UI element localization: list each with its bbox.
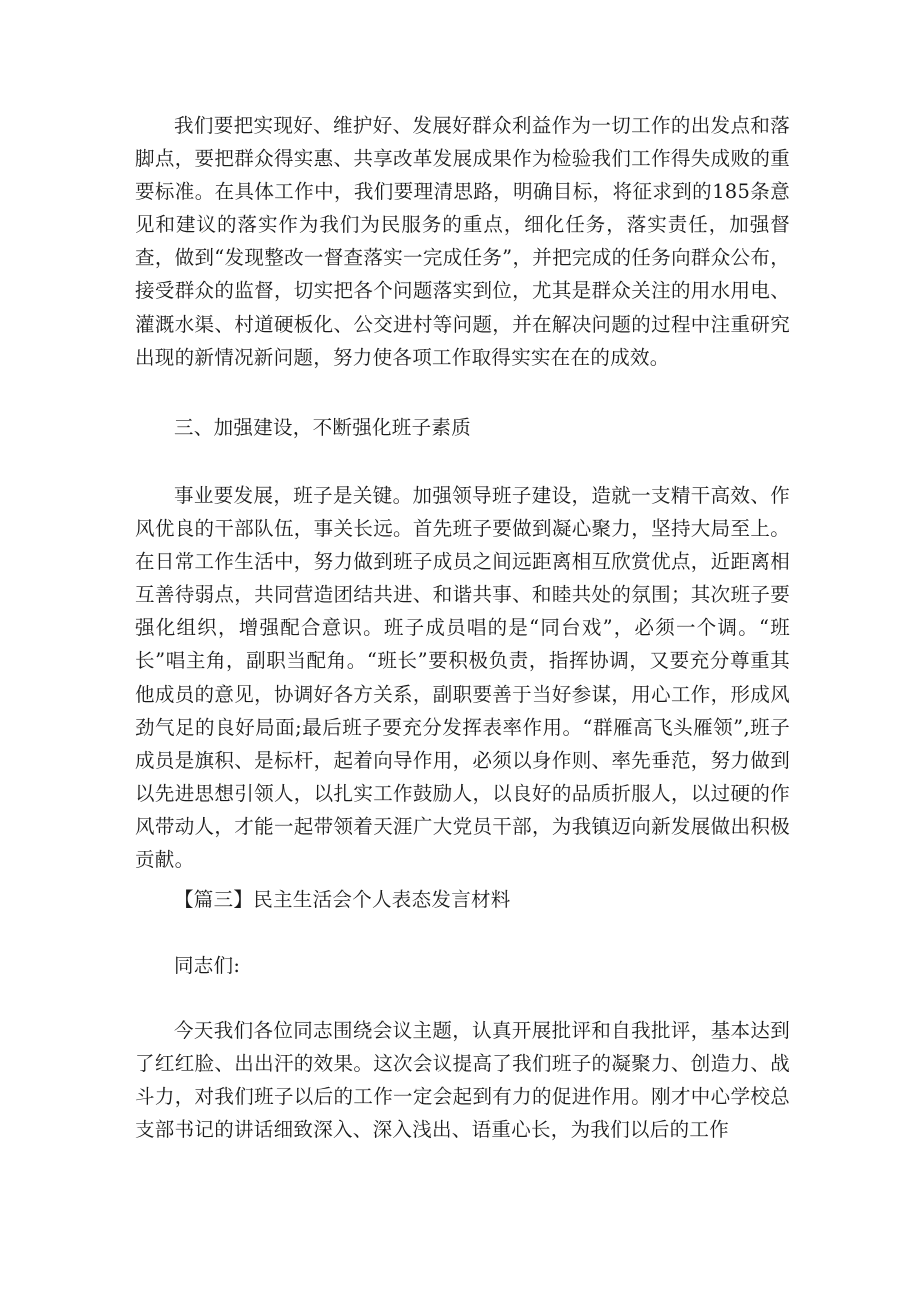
section-heading-three: 三、加强建设，不断强化班子素质 [174,416,472,439]
article-title-part-three: 【篇三】民主生活会个人表态发言材料 [174,888,511,911]
paragraph-leadership-team: 事业要发展，班子是关键。加强领导班子建设，造就一支精干高效、作风优良的干部队伍，事关长远。首先班子要做到凝心聚力，坚持大局至上。在日常工作生活中，努力做到班子成员之间远距离相互欣赏优点，近距离相互善待弱点，共同营造团结共进、和谐共事、和睦共处的氛围；其次班子要强化组织，增强配合意识。班子成员唱的是“同台戏”，必须一个调。“班长”唱主角，副职当配角。“班长”要积极负责，指挥协调，又要充分尊重其他成员的意见，协调好各方关系，副职要善于当好参谋，用心工作，形成风劲气足的良好局面;最后班子要充分发挥表率作用。“群雁高飞头雁领”,班子成员是旗积、是标杆，起着向导作用，必须以身作则、率先垂范，努力做到以先进思想引领人，以扎实工作鼓励人，以良好的品质折服人，以过硬的作风带动人，才能一起带领着天涯广大党员干部，为我镇迈向新发展做出积极贡献。 [135,484,790,872]
paragraph-people-interests: 我们要把实现好、维护好、发展好群众利益作为一切工作的出发点和落脚点，要把群众得实惠、共享改革发展成果作为检验我们工作得失成败的重要标准。在具体工作中，我们要理清思路，明确目标，将征求到的185条意见和建议的落实作为我们为民服务的重点，细化任务，落实责任，加强督查，做到“发现整改一督查落实一完成任务”，并把完成的任务向群众公布，接受群众的监督，切实把各个问题落实到位，尤其是群众关注的用水用电、灌溉水渠、村道硬板化、公交进村等问题，并在解决问题的过程中注重研究出现的新情况新问题，努力使各项工作取得实实在在的成效。 [135,114,790,369]
paragraph-meeting-summary: 今天我们各位同志围绕会议主题，认真开展批评和自我批评，基本达到了红红脸、出出汗的效果。这次会议提高了我们班子的凝聚力、创造力、战斗力，对我们班子以后的工作一定会起到有力的促进作用。刚才中心学校总支部书记的讲话细致深入、深入浅出、语重心长，为我们以后的工作 [135,1019,790,1142]
greeting-line: 同志们: [174,954,241,977]
